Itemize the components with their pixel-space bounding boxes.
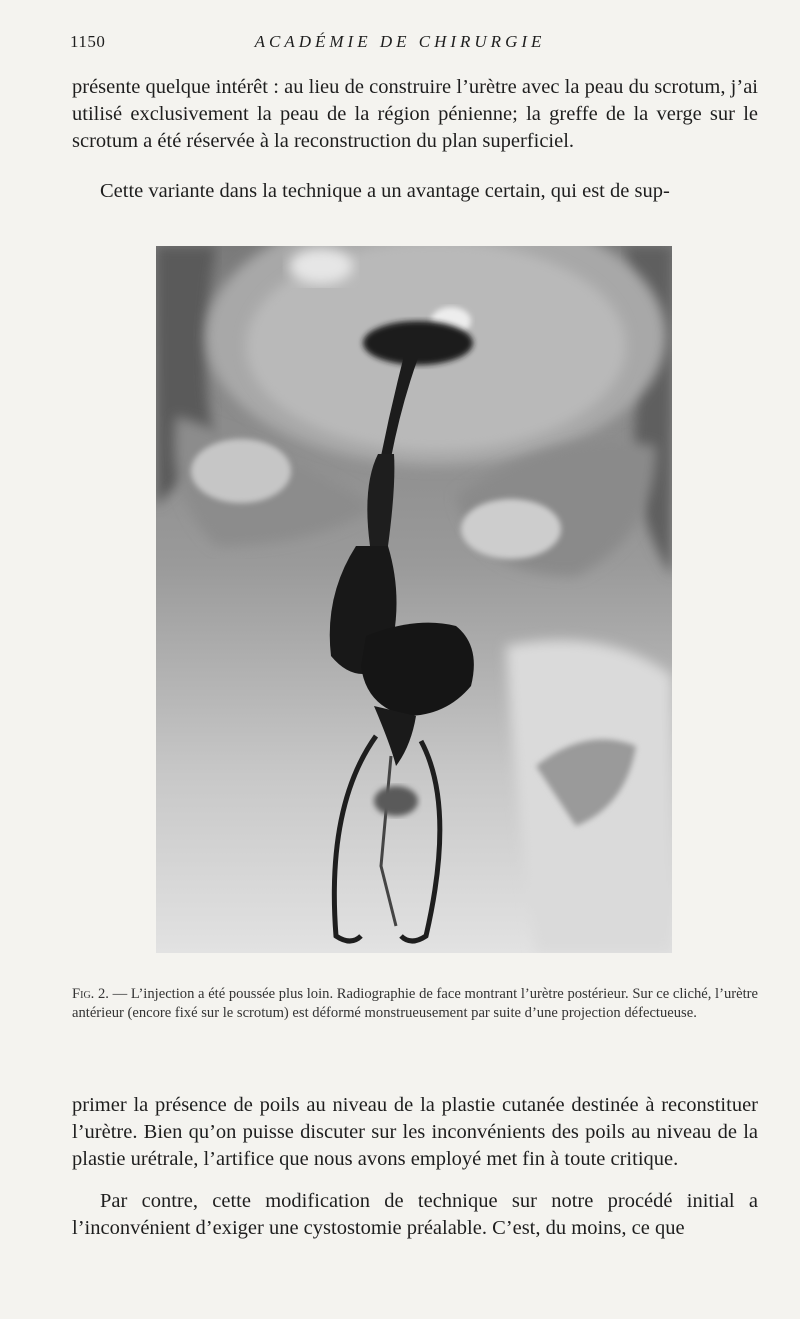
- figure-caption-text: — L’injection a été poussée plus loin. Radiographie de face montrant l’urètre postérieur. Sur ce cliché, l’urètre antérieur (encore fixé sur le scrotum) est déformé monstrueusement par suite d’une projection défectueuse.: [72, 986, 758, 1021]
- body-paragraph: présente quelque intérêt : au lieu de construire l’urètre avec la peau du scrotum, j’ai utilisé exclusivement la peau de la région pénienne; la greffe de la verge sur le scrotum a été réservée à la reconstruction du plan superficiel.: [72, 76, 758, 152]
- radiograph-figure: [156, 246, 672, 953]
- figure-caption: [72, 985, 758, 1023]
- figure-label: Fig. 2.: [72, 986, 109, 1002]
- body-paragraph: Cette variante dans la technique a un avantage certain, qui est de sup-: [100, 180, 670, 202]
- page-number: 1150: [70, 32, 106, 51]
- radiograph-image: [156, 246, 672, 953]
- body-paragraph: Par contre, cette modification de technique sur notre procédé initial a l’inconvénient d’exiger une cystostomie préalable. C’est, du moins, ce que: [72, 1190, 758, 1239]
- body-paragraph: primer la présence de poils au niveau de la plastie cutanée destinée à reconstituer l’urètre. Bien qu’on puisse discuter sur les inconvénients des poils au niveau de la plastie urétrale, l’artifice que nous avons employé met fin à toute critique.: [72, 1094, 758, 1170]
- running-head: ACADÉMIE DE CHIRURGIE: [254, 32, 546, 51]
